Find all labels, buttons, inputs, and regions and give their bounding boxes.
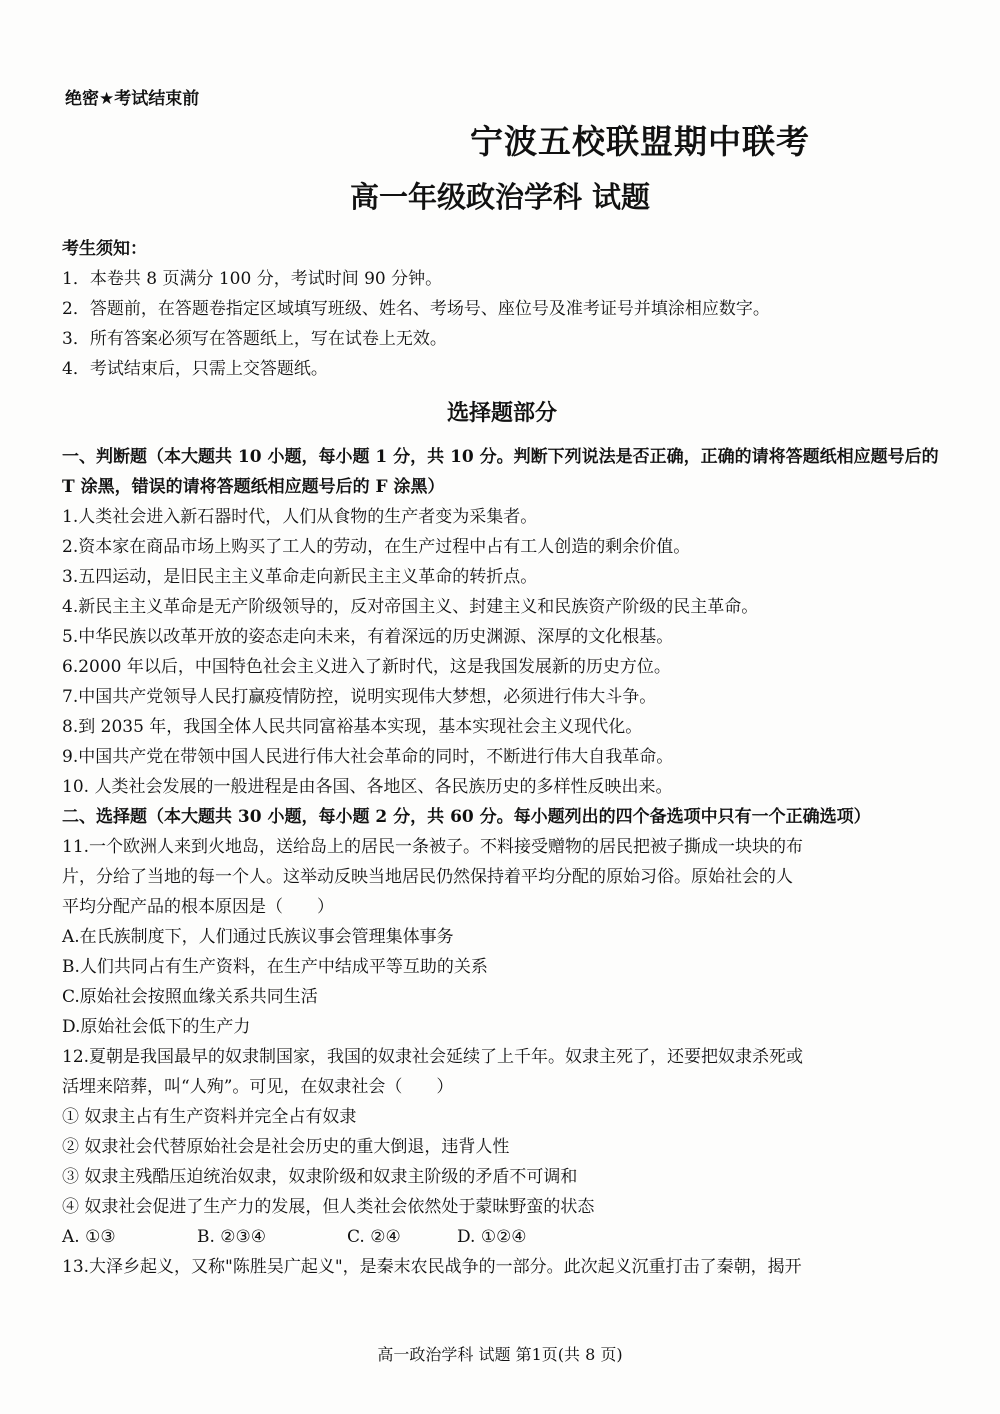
notice-item: 4．考试结束后，只需上交答题纸。	[62, 359, 328, 379]
judgment-item: 4.新民主主义革命是无产阶级领导的，反对帝国主义、封建主义和民族资产阶级的民主革命。	[62, 597, 759, 617]
question-11-stem: 片，分给了当地的每一个人。这举动反映当地居民仍然保持着平均分配的原始习俗。原始社会的人	[62, 867, 793, 887]
page-content	[62, 234, 942, 1282]
part1-title: 一、判断题（本大题共 10 小题，每小题 1 分，共 10 分。判断下列说法是否正确，正确的请将答题纸相应题号后的 T 涂黑，错误的请将答题纸相应题号后的 F 涂黑）	[62, 447, 939, 497]
question-11-stem: 平均分配产品的根本原因是（ ）	[62, 897, 334, 917]
question-12-statement: ③ 奴隶主残酷压迫统治奴隶，奴隶阶级和奴隶主阶级的矛盾不可调和	[62, 1167, 578, 1187]
question-12-statement: ① 奴隶主占有生产资料并完全占有奴隶	[62, 1107, 357, 1127]
page-footer: 高一政治学科 试题 第1页(共 8 页)	[377, 1345, 623, 1364]
notice-item: 3．所有答案必须写在答题纸上，写在试卷上无效。	[62, 329, 447, 349]
notice-heading: 考生须知：	[62, 239, 147, 259]
question-12-option-a: A. ①③	[62, 1227, 116, 1247]
part2-title: 二、选择题（本大题共 30 小题，每小题 2 分，共 60 分。每小题列出的四个备选项中只有一个正确选项）	[62, 807, 871, 827]
exam-subtitle: 高一年级政治学科 试题	[349, 180, 651, 214]
notice-item: 1．本卷共 8 页满分 100 分，考试时间 90 分钟。	[62, 269, 443, 289]
question-12-statement: ② 奴隶社会代替原始社会是社会历史的重大倒退，违背人性	[62, 1137, 510, 1157]
judgment-item: 9.中国共产党在带领中国人民进行伟大社会革命的同时，不断进行伟大自我革命。	[62, 747, 674, 767]
question-11-option-b: B.人们共同占有生产资料，在生产中结成平等互助的关系	[62, 957, 488, 977]
question-12-statement: ④ 奴隶社会促进了生产力的发展，但人类社会依然处于蒙昧野蛮的状态	[62, 1197, 595, 1217]
question-12-options	[62, 1222, 942, 1252]
question-12-option-d: D. ①②④	[457, 1227, 527, 1247]
judgment-item: 2.资本家在商品市场上购买了工人的劳动，在生产过程中占有工人创造的剩余价值。	[62, 537, 691, 557]
judgment-item: 8.到 2035 年，我国全体人民共同富裕基本实现，基本实现社会主义现代化。	[62, 717, 643, 737]
judgment-item: 7.中国共产党领导人民打赢疫情防控，说明实现伟大梦想，必须进行伟大斗争。	[62, 687, 657, 707]
judgment-item: 5.中华民族以改革开放的姿态走向未来，有着深远的历史渊源、深厚的文化根基。	[62, 627, 674, 647]
exam-title: 宁波五校联盟期中联考	[470, 122, 810, 161]
judgment-item: 3.五四运动，是旧民主主义革命走向新民主主义革命的转折点。	[62, 567, 538, 587]
question-11-option-c: C.原始社会按照血缘关系共同生活	[62, 987, 318, 1007]
question-13-stem: 13.大泽乡起义，又称"陈胜吴广起义"，是秦末农民战争的一部分。此次起义沉重打击了秦朝，揭开	[62, 1257, 802, 1277]
section-title: 选择题部分	[446, 400, 557, 426]
judgment-item: 10. 人类社会发展的一般进程是由各国、各地区、各民族历史的多样性反映出来。	[62, 777, 673, 797]
notice-item: 2．答题前，在答题卷指定区域填写班级、姓名、考场号、座位号及准考证号并填涂相应数字。	[62, 299, 770, 319]
question-12-option-c: C. ②④	[347, 1227, 401, 1247]
judgment-item: 6.2000 年以后，中国特色社会主义进入了新时代，这是我国发展新的历史方位。	[62, 657, 671, 677]
question-11-option-d: D.原始社会低下的生产力	[62, 1017, 251, 1037]
question-12-stem: 活埋来陪葬，叫“人殉”。可见，在奴隶社会（ ）	[62, 1077, 454, 1097]
question-12-option-b: B. ②③④	[197, 1227, 267, 1247]
confidential-mark: 绝密★考试结束前	[65, 89, 200, 109]
question-11-option-a: A.在氏族制度下，人们通过氏族议事会管理集体事务	[62, 927, 454, 947]
question-11-stem: 11.一个欧洲人来到火地岛，送给岛上的居民一条被子。不料接受赠物的居民把被子撕成一块块的布	[62, 837, 804, 857]
judgment-item: 1.人类社会进入新石器时代，人们从食物的生产者变为采集者。	[62, 507, 538, 527]
question-12-stem: 12.夏朝是我国最早的奴隶制国家，我国的奴隶社会延续了上千年。奴隶主死了，还要把奴隶杀死或	[62, 1047, 804, 1067]
